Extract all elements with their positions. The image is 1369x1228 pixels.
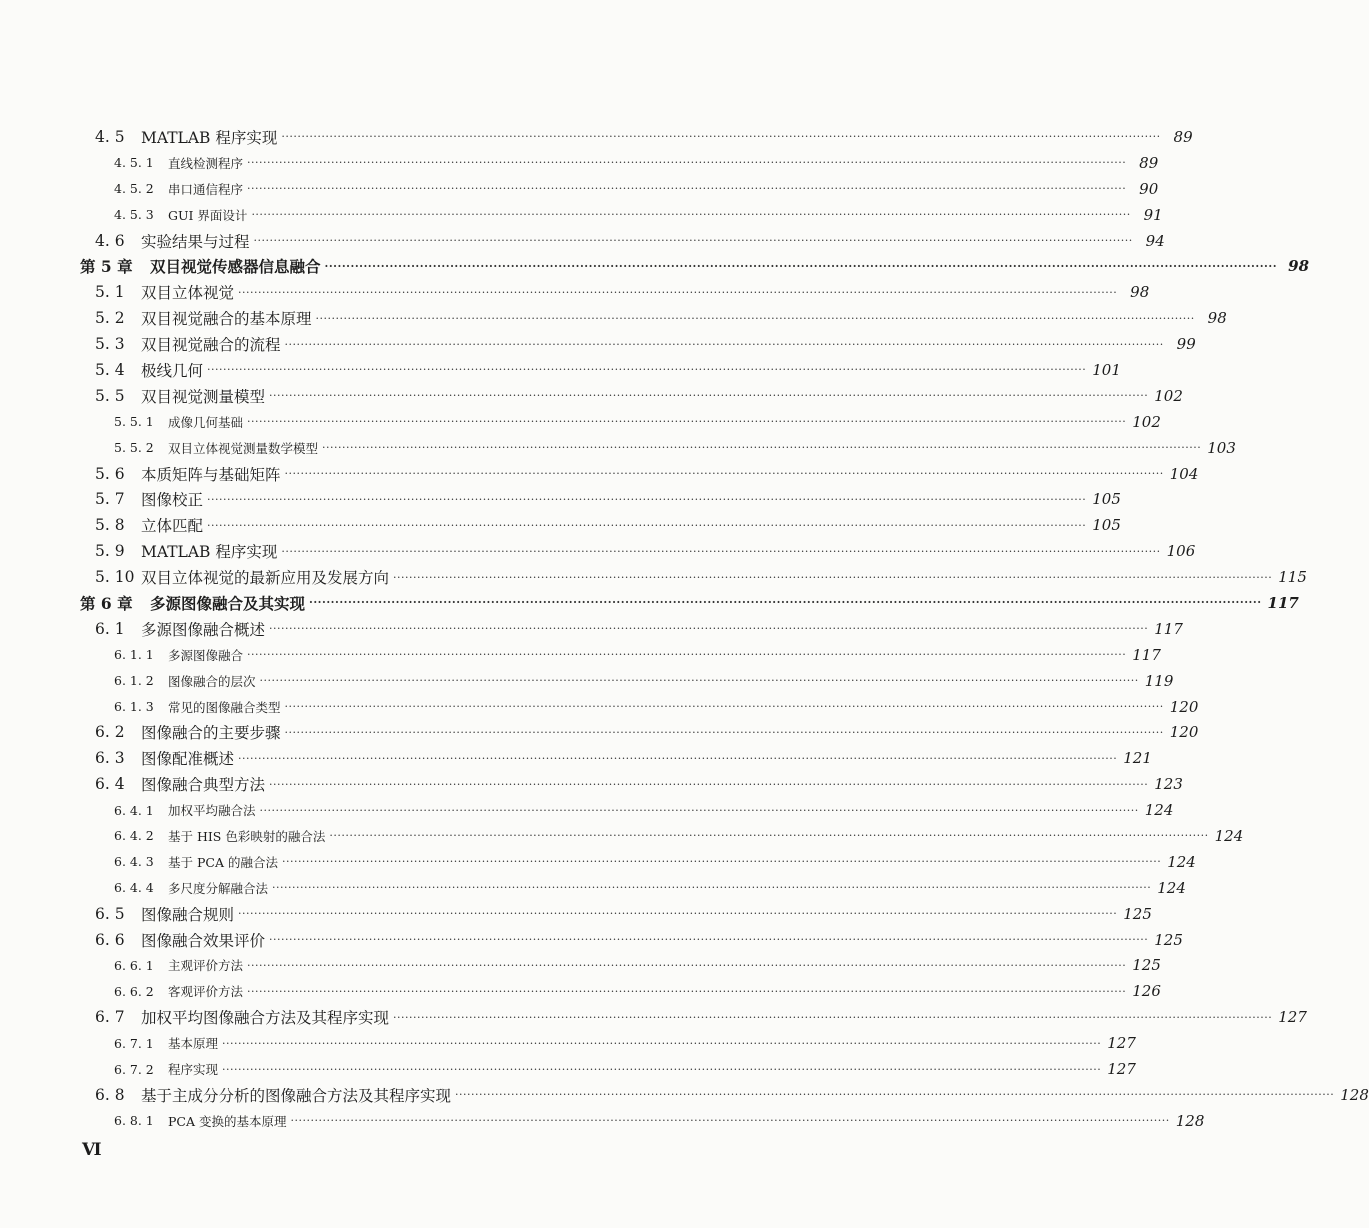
dot-leader: ···························································································································································································································· xyxy=(284,467,1164,481)
dot-leader: ···························································································································································································································· xyxy=(281,544,1161,558)
toc-entry-title: 双目视觉融合的基本原理 xyxy=(141,310,312,329)
dot-leader: ···························································································································································································································· xyxy=(247,182,1127,196)
dot-leader: ···························································································································································································································· xyxy=(393,1010,1273,1024)
toc-entry-title: 图像融合的主要步骤 xyxy=(141,724,281,743)
toc-entry-title: 本质矩阵与基础矩阵 xyxy=(141,465,281,484)
toc-entry-number: 5. 8 xyxy=(95,516,125,535)
dot-leader: ···························································································································································································································· xyxy=(324,259,1278,273)
toc-entry-page: 126 xyxy=(1132,982,1161,1001)
toc-entry-title: 成像几何基础 xyxy=(168,414,244,430)
toc-entry xyxy=(0,642,1161,668)
dot-leader: ···························································································································································································································· xyxy=(238,285,1118,299)
toc-entry-title: 双目立体视觉测量数学模型 xyxy=(168,440,319,456)
toc-entry-title: 客观评价方法 xyxy=(168,984,244,1000)
toc-entry-page: 102 xyxy=(1154,386,1183,405)
toc-entry-title: 加权平均融合法 xyxy=(168,803,256,819)
toc-entry-number: 5. 4 xyxy=(95,360,125,379)
toc-entry-number: 6. 4 xyxy=(95,775,125,794)
toc-entry xyxy=(0,435,1236,461)
dot-leader: ···························································································································································································································· xyxy=(247,984,1127,998)
toc-entry-title: 图像融合的层次 xyxy=(168,673,256,689)
toc-entry-number: 4. 5 xyxy=(95,127,125,146)
toc-entry xyxy=(0,901,1152,927)
toc-entry-title: 图像融合效果评价 xyxy=(141,931,266,950)
toc-entry-page: 124 xyxy=(1157,878,1186,897)
toc-entry-page: 90 xyxy=(1139,179,1159,198)
toc-entry-number: 6. 5 xyxy=(95,904,125,923)
toc-entry-page: 127 xyxy=(1278,1008,1307,1027)
toc-entry-title: 主观评价方法 xyxy=(168,958,244,974)
toc-entry-title: 双目视觉融合的流程 xyxy=(141,336,281,355)
toc-entry-number: 4. 5. 1 xyxy=(114,155,154,171)
toc-entry xyxy=(0,253,1310,279)
toc-entry-title: 双目立体视觉 xyxy=(141,284,235,303)
toc-entry-number: 6. 1 xyxy=(95,619,125,638)
toc-entry-page: 98 xyxy=(1130,283,1150,302)
toc-entry-page: 119 xyxy=(1144,671,1174,690)
toc-entry-number: 4. 5. 2 xyxy=(114,181,154,197)
toc-entry-number: 5. 5. 2 xyxy=(114,440,154,456)
toc-entry-number: 5. 2 xyxy=(95,309,125,328)
toc-entry-number: 6. 1. 3 xyxy=(114,699,154,715)
toc-entry-page: 127 xyxy=(1107,1060,1136,1078)
toc-entry-page: 91 xyxy=(1143,205,1163,224)
dot-leader: ···························································································································································································································· xyxy=(247,415,1127,429)
toc-entry-title: 多源图像融合 xyxy=(168,647,244,663)
dot-leader: ···························································································································································································································· xyxy=(290,1114,1170,1128)
toc-entry-title: 双目立体视觉的最新应用及发展方向 xyxy=(141,569,390,588)
toc-entry xyxy=(0,1030,1136,1056)
toc-entry-number: 6. 7. 2 xyxy=(114,1061,154,1077)
toc-entry-page: 98 xyxy=(1288,257,1310,276)
toc-entry-page: 104 xyxy=(1169,464,1199,483)
toc-entry xyxy=(0,512,1121,538)
toc-entry-number: 5. 9 xyxy=(95,542,125,561)
toc-entry-page: 127 xyxy=(1107,1034,1136,1053)
dot-leader: ···························································································································································································································· xyxy=(322,441,1202,455)
toc-entry xyxy=(0,797,1174,823)
toc-entry xyxy=(0,771,1183,797)
dot-leader: ···························································································································································································································· xyxy=(238,751,1118,765)
toc-entry-title: 图像配准概述 xyxy=(141,750,235,769)
toc-entry-page: 125 xyxy=(1132,956,1161,975)
toc-entry-title: 双目视觉测量模型 xyxy=(141,387,266,406)
toc-entry-number: 6. 8 xyxy=(95,1085,125,1104)
toc-entry-number: 5. 1 xyxy=(95,283,125,302)
toc-entry-page: 105 xyxy=(1092,516,1121,535)
dot-leader: ···························································································································································································································· xyxy=(284,725,1164,739)
toc-entry-page: 103 xyxy=(1207,438,1236,457)
toc-entry xyxy=(0,616,1183,642)
toc-entry-number: 6. 2 xyxy=(95,723,125,742)
toc-entry-title: 程序实现 xyxy=(168,1062,219,1077)
dot-leader: ···························································································································································································································· xyxy=(284,700,1164,714)
toc-entry-title: 基于主成分分析的图像融合方法及其程序实现 xyxy=(141,1086,452,1105)
dot-leader: ···························································································································································································································· xyxy=(269,777,1149,791)
toc-entry-number: 第 5 章 xyxy=(80,257,133,277)
toc-entry-page: 106 xyxy=(1166,542,1196,561)
toc-entry-title: MATLAB 程序实现 xyxy=(141,543,278,562)
toc-entry-page: 124 xyxy=(1167,852,1196,871)
dot-leader: ···························································································································································································································· xyxy=(315,311,1195,325)
toc-entry xyxy=(0,849,1196,875)
dot-leader: ···························································································································································································································· xyxy=(247,648,1127,662)
toc-entry-title: 多源图像融合概述 xyxy=(141,620,266,639)
toc-entry-page: 117 xyxy=(1132,645,1161,664)
dot-leader: ···························································································································································································································· xyxy=(247,958,1127,972)
toc-entry xyxy=(0,409,1161,435)
toc-entry-title: 多源图像融合及其实现 xyxy=(150,593,306,613)
dot-leader: ···························································································································································································································· xyxy=(253,234,1133,247)
toc-entry xyxy=(0,927,1183,953)
toc-entry-number: 6. 4. 4 xyxy=(114,880,154,896)
toc-entry-title: 极线几何 xyxy=(141,361,204,380)
table-of-contents xyxy=(0,124,1369,1134)
toc-entry-number: 5. 6 xyxy=(95,464,125,483)
toc-entry-title: 常见的图像融合类型 xyxy=(168,699,281,715)
toc-entry xyxy=(0,978,1161,1004)
toc-entry xyxy=(0,823,1244,849)
toc-entry-number: 6. 4. 1 xyxy=(114,802,154,818)
toc-entry-number: 4. 6 xyxy=(95,231,125,250)
toc-entry xyxy=(0,150,1159,176)
toc-entry-number: 6. 4. 3 xyxy=(114,854,154,870)
toc-entry-title: 图像校正 xyxy=(141,491,204,510)
toc-entry-number: 6. 6. 1 xyxy=(114,957,154,973)
toc-entry-title: 基本原理 xyxy=(168,1036,219,1052)
toc-entry-page: 125 xyxy=(1154,930,1183,949)
toc-entry xyxy=(0,1056,1136,1082)
toc-entry xyxy=(0,694,1199,720)
toc-entry-title: 基于 PCA 的融合法 xyxy=(168,854,278,870)
toc-entry xyxy=(0,383,1183,409)
page-number: Ⅵ xyxy=(82,1140,102,1159)
dot-leader: ···························································································································································································································· xyxy=(281,855,1162,869)
toc-entry-title: 加权平均图像融合方法及其程序实现 xyxy=(141,1009,390,1028)
toc-entry-title: 立体匹配 xyxy=(141,517,204,536)
toc-entry-page: 120 xyxy=(1169,697,1199,716)
toc-entry-page: 120 xyxy=(1169,723,1199,742)
toc-entry xyxy=(0,357,1121,383)
toc-entry xyxy=(0,564,1307,590)
toc-entry-page: 123 xyxy=(1154,775,1183,794)
toc-entry-page: 94 xyxy=(1145,231,1165,250)
dot-leader: ···························································································································································································································· xyxy=(207,363,1087,377)
toc-entry xyxy=(0,279,1150,305)
toc-entry xyxy=(0,1108,1205,1134)
toc-entry xyxy=(0,719,1199,745)
toc-entry-page: 117 xyxy=(1154,619,1183,638)
dot-leader: ···························································································································································································································· xyxy=(272,881,1152,895)
toc-entry-page: 121 xyxy=(1123,749,1152,768)
dot-leader: ···························································································································································································································· xyxy=(269,933,1149,947)
toc-entry-number: 5. 7 xyxy=(95,490,125,509)
dot-leader: ···························································································································································································································· xyxy=(281,130,1161,144)
toc-entry xyxy=(0,538,1196,564)
toc-entry-number: 6. 1. 2 xyxy=(114,673,154,689)
dot-leader: ···························································································································································································································· xyxy=(207,492,1087,506)
toc-entry-page: 89 xyxy=(1173,127,1193,146)
dot-leader: ···························································································································································································································· xyxy=(222,1062,1102,1076)
dot-leader: ···························································································································································································································· xyxy=(269,389,1149,403)
dot-leader: ···························································································································································································································· xyxy=(259,674,1139,688)
toc-entry-page: 124 xyxy=(1144,801,1174,820)
toc-entry-number: 5. 10 xyxy=(95,568,135,587)
toc-entry-page: 128 xyxy=(1340,1085,1369,1104)
toc-entry xyxy=(0,590,1299,616)
toc-entry-page: 99 xyxy=(1176,335,1196,354)
toc-entry-page: 115 xyxy=(1278,568,1307,587)
toc-entry xyxy=(0,668,1174,694)
toc-entry-number: 6. 7 xyxy=(95,1008,125,1027)
toc-entry-number: 6. 4. 2 xyxy=(114,828,154,844)
toc-entry-number: 6. 6. 2 xyxy=(114,983,154,999)
toc-entry-title: 实验结果与过程 xyxy=(141,232,250,251)
toc-entry-title: 图像融合典型方法 xyxy=(141,776,266,795)
toc-entry xyxy=(0,331,1196,357)
toc-entry xyxy=(0,875,1186,901)
toc-entry-number: 6. 1. 1 xyxy=(114,647,154,663)
toc-entry-number: 第 6 章 xyxy=(80,593,133,613)
toc-entry-page: 102 xyxy=(1132,412,1161,431)
dot-leader: ···························································································································································································································· xyxy=(247,156,1127,170)
dot-leader: ···························································································································································································································· xyxy=(222,1036,1102,1050)
toc-entry xyxy=(0,228,1165,254)
dot-leader: ···························································································································································································································· xyxy=(207,518,1087,532)
toc-entry xyxy=(0,1004,1307,1030)
toc-entry-page: 98 xyxy=(1207,309,1227,328)
dot-leader: ···························································································································································································································· xyxy=(284,337,1164,351)
toc-entry-title: 图像融合规则 xyxy=(141,905,235,924)
toc-entry-page: 105 xyxy=(1092,490,1121,509)
toc-entry xyxy=(0,745,1152,771)
toc-entry xyxy=(0,461,1199,487)
dot-leader: ···························································································································································································································· xyxy=(309,596,1262,610)
toc-entry-title: 基于 HIS 色彩映射的融合法 xyxy=(168,828,326,844)
toc-entry-page: 128 xyxy=(1175,1111,1205,1130)
toc-entry xyxy=(0,486,1121,512)
toc-entry-number: 5. 5 xyxy=(95,386,125,405)
dot-leader: ···························································································································································································································· xyxy=(269,622,1149,636)
toc-entry xyxy=(0,124,1193,150)
toc-entry-number: 6. 3 xyxy=(95,749,125,768)
toc-entry xyxy=(0,176,1159,202)
toc-entry-title: 双目视觉传感器信息融合 xyxy=(150,257,321,277)
toc-entry xyxy=(0,305,1227,331)
toc-entry xyxy=(0,202,1163,228)
toc-entry xyxy=(0,953,1161,979)
toc-entry-title: GUI 界面设计 xyxy=(168,207,248,223)
toc-entry-page: 101 xyxy=(1092,360,1121,379)
toc-entry-number: 6. 6 xyxy=(95,930,125,949)
dot-leader: ···························································································································································································································· xyxy=(238,907,1118,921)
toc-entry-page: 117 xyxy=(1267,593,1299,612)
toc-entry-title: 串口通信程序 xyxy=(168,181,244,197)
toc-entry-title: MATLAB 程序实现 xyxy=(141,128,278,147)
toc-entry-title: 多尺度分解融合法 xyxy=(168,880,269,896)
toc-entry xyxy=(0,1082,1369,1108)
dot-leader: ···························································································································································································································· xyxy=(329,829,1209,843)
dot-leader: ···························································································································································································································· xyxy=(259,803,1139,817)
toc-entry-title: 直线检测程序 xyxy=(168,155,244,171)
toc-entry-number: 6. 7. 1 xyxy=(114,1035,154,1051)
toc-entry-number: 4. 5. 3 xyxy=(114,207,154,223)
toc-entry-number: 6. 8. 1 xyxy=(114,1113,154,1129)
dot-leader: ···························································································································································································································· xyxy=(455,1088,1335,1102)
toc-entry-page: 125 xyxy=(1123,904,1152,923)
toc-entry-page: 124 xyxy=(1214,826,1244,845)
dot-leader: ···························································································································································································································· xyxy=(251,208,1131,222)
dot-leader: ···························································································································································································································· xyxy=(393,570,1273,584)
toc-entry-number: 5. 5. 1 xyxy=(114,414,154,430)
toc-entry-page: 89 xyxy=(1139,153,1159,172)
toc-entry-title: PCA 变换的基本原理 xyxy=(168,1113,287,1129)
toc-entry-number: 5. 3 xyxy=(95,335,125,354)
